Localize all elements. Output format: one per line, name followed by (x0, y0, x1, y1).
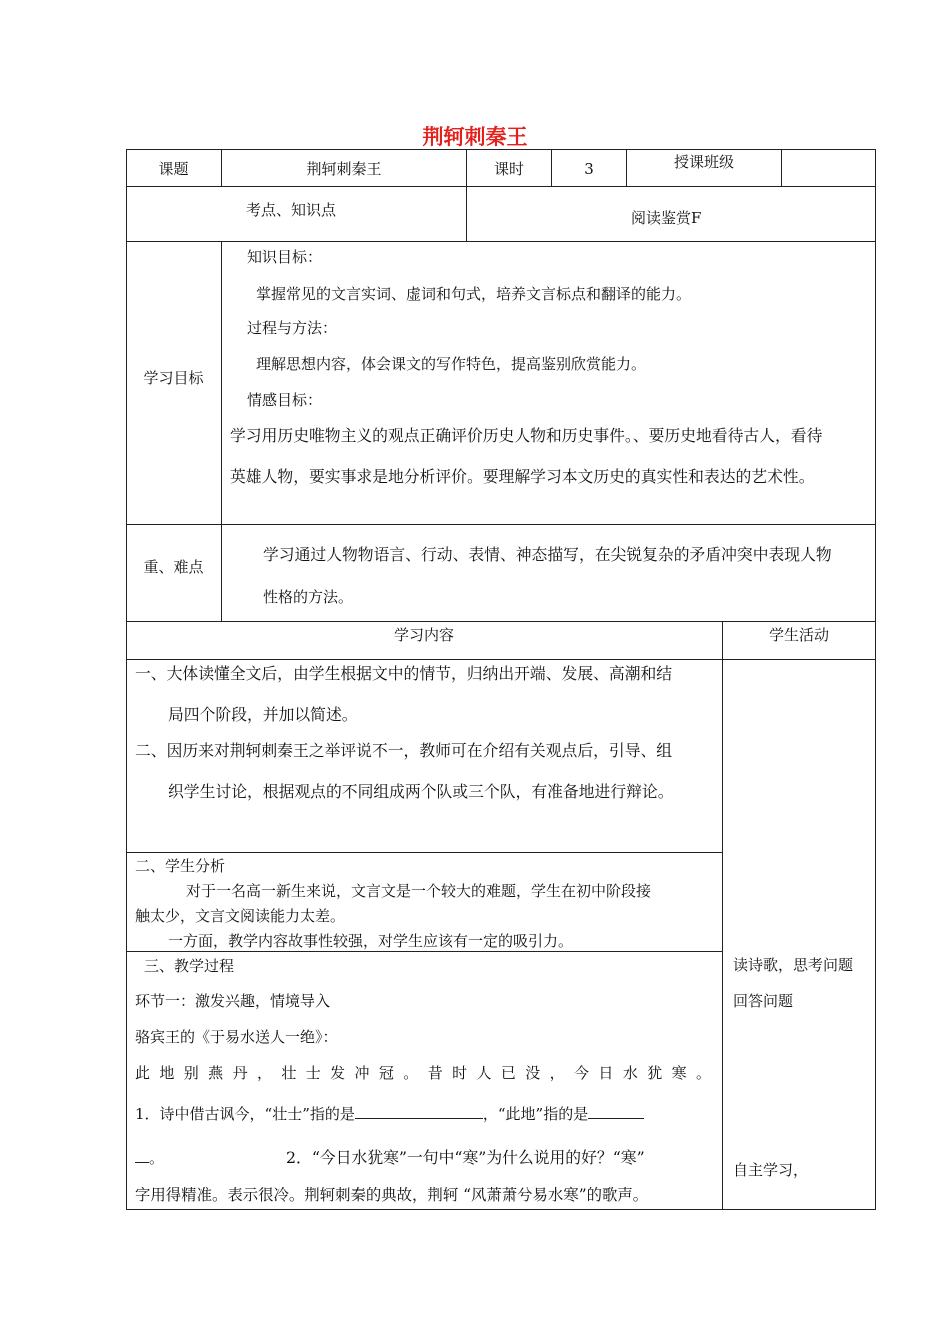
col-divider (781, 149, 782, 186)
question-1-end (135, 1148, 164, 1168)
poem-char: 水 (622, 1064, 638, 1082)
question-2-continued: 字用得精准。表示很冷。荆轲刺秦的典故，荆轲 “风萧萧兮易水寒”的歌声。 (135, 1186, 649, 1204)
poem-char: 燕 (208, 1064, 224, 1082)
emotion-text-line2: 英雄人物，要实事求是地分析评价。要理解学习本文历史的真实性和表达的艺术性。 (230, 467, 815, 486)
poem-line (135, 1063, 711, 1083)
poem-char: 。 (695, 1064, 711, 1082)
activity-3: 自主学习， (733, 1161, 809, 1179)
content-item-1-line2: 局四个阶段，并加以简述。 (168, 705, 358, 724)
col-divider (722, 621, 723, 1210)
topic-value: 荆轲刺秦王 (306, 160, 382, 178)
analysis-heading: 二、学生分析 (135, 857, 226, 875)
poem-char: 日 (598, 1064, 614, 1082)
step-1: 环节一：激发兴趣，情境导入 (135, 992, 331, 1010)
table-border-right (875, 149, 876, 1210)
col-divider (221, 241, 222, 621)
poem-char: 没 (525, 1064, 541, 1082)
poem-char: 别 (183, 1064, 199, 1082)
lesson-plan-table (126, 149, 876, 1210)
blank-field (355, 1104, 483, 1119)
process-section-heading: 三、教学过程 (144, 957, 235, 975)
activity-1: 读诗歌，思考问题 (733, 956, 854, 974)
table-border-top (126, 149, 876, 150)
poem-char: 人 (476, 1064, 492, 1082)
goals-label: 学习目标 (143, 369, 204, 387)
question-1-part2: ，“此地”指的是 (482, 1105, 589, 1123)
class-label: 授课班级 (673, 153, 734, 171)
blank-field (588, 1104, 644, 1119)
points-value: 阅读鉴赏F (631, 209, 702, 227)
row-divider (126, 621, 876, 622)
poem-char: 已 (500, 1064, 516, 1082)
blank-field (135, 1148, 149, 1163)
question-2: 2．“今日水犹寒”一句中“寒”为什么说用的好？“寒” (286, 1148, 645, 1167)
poem-char: 今 (574, 1064, 590, 1082)
poem-title: 骆宾王的《于易水送人一绝》： (135, 1028, 338, 1046)
knowledge-heading: 知识目标： (247, 248, 323, 266)
process-heading: 过程与方法： (247, 319, 338, 337)
row-divider (126, 951, 723, 952)
question-1-end-mark: 。 (149, 1149, 165, 1167)
topic-label: 课题 (158, 160, 189, 178)
emotion-heading: 情感目标： (247, 391, 323, 409)
hours-value: 3 (584, 160, 594, 178)
row-divider (126, 852, 723, 853)
question-1-part1: 1．诗中借古讽今，“壮士”指的是 (135, 1105, 355, 1123)
activity-2: 回答问题 (733, 992, 794, 1010)
points-label: 考点、知识点 (246, 201, 337, 219)
content-item-2-line2: 织学生讨论，根据观点的不同组成两个队或三个队，有准备地进行辩论。 (168, 782, 674, 801)
poem-char: 发 (330, 1064, 346, 1082)
content-header: 学习内容 (393, 626, 454, 644)
poem-char: 犹 (647, 1064, 663, 1082)
poem-char: 士 (305, 1064, 321, 1082)
table-border-left (126, 149, 127, 1210)
activity-header: 学生活动 (768, 626, 829, 644)
row-divider (126, 186, 876, 187)
row-divider (126, 241, 876, 242)
poem-char: 昔 (427, 1064, 443, 1082)
poem-char: 冠 (378, 1064, 394, 1082)
poem-char: 。 (403, 1064, 419, 1082)
question-1 (135, 1104, 644, 1124)
poem-char: 丹 (232, 1064, 248, 1082)
table-border-bottom (126, 1209, 876, 1210)
poem-char: 地 (159, 1064, 175, 1082)
focus-label: 重、难点 (143, 558, 204, 576)
document-title: 荆轲刺秦王 (422, 125, 528, 149)
content-item-2-line1: 二、因历来对荆轲刺秦王之举评说不一，教师可在介绍有关观点后，引导、组 (135, 741, 673, 760)
emotion-text-line1: 学习用历史唯物主义的观点正确评价历史人物和历史事件。、要历史地看待古人，看待 (230, 426, 823, 445)
poem-char: 壮 (281, 1064, 297, 1082)
content-item-1-line1: 一、大体读懂全文后，由学生根据文中的情节，归纳出开端、发展、高潮和结 (135, 664, 673, 683)
poem-char: 寒 (671, 1064, 687, 1082)
hours-label: 课时 (493, 160, 524, 178)
analysis-line1: 对于一名高一新生来说，文言文是一个较大的难题，学生在初中阶段接 (186, 882, 652, 900)
focus-text-line2: 性格的方法。 (263, 588, 354, 606)
analysis-line3: 一方面，教学内容故事性较强，对学生应该有一定的吸引力。 (168, 932, 574, 950)
poem-char: 时 (452, 1064, 468, 1082)
poem-char: ， (256, 1064, 272, 1082)
analysis-line2: 触太少，文言文阅读能力太差。 (135, 907, 346, 925)
knowledge-text: 掌握常见的文言实词、虚词和句式，培养文言标点和翻译的能力。 (256, 285, 692, 303)
poem-char: 此 (135, 1064, 151, 1082)
focus-text-line1: 学习通过人物物语言、行动、表情、神态描写，在尖锐复杂的矛盾冲突中表现人物 (263, 545, 832, 564)
process-text: 理解思想内容，体会课文的写作特色，提高鉴别欣赏能力。 (256, 355, 647, 373)
poem-char: ， (549, 1064, 565, 1082)
poem-char: 冲 (354, 1064, 370, 1082)
row-divider (126, 524, 876, 525)
row-divider (126, 659, 876, 660)
